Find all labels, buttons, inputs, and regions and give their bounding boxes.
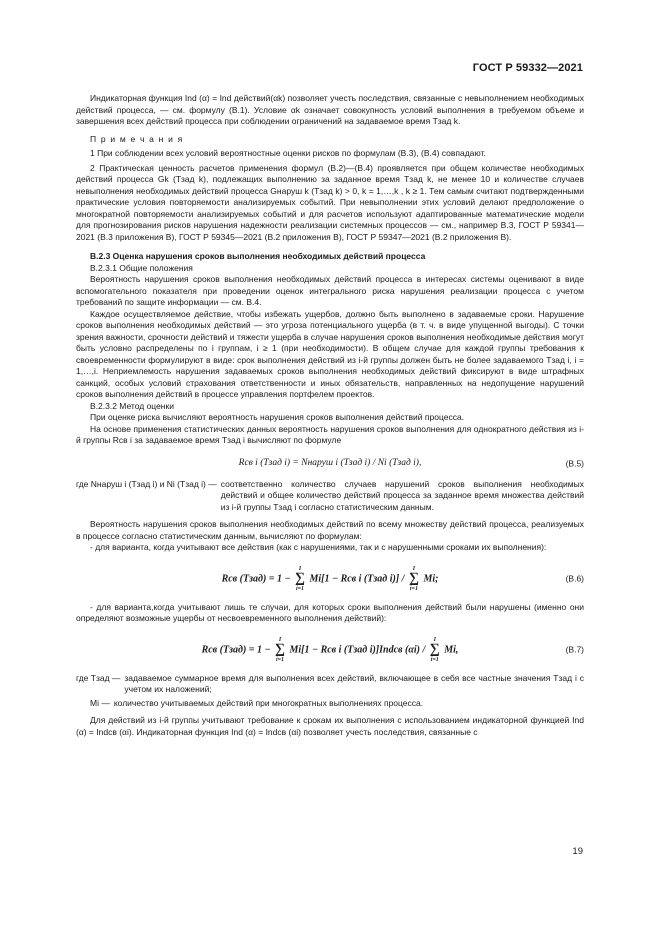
formula-b5-expression: Rсв i (Tзад i) = Nнаруш i (Tзад i) / Ni (Tзад i), — [238, 457, 422, 468]
sum-symbol: I ∑ i=1 — [408, 565, 419, 592]
note-2: 2 Практическая ценность расчетов применения формул (В.2)—(В.4) проявляется при общем количестве необходимых действий процесса Gk (Tзад k), подлежащих выполнению за заданное время Tзад k, не менее 10 и количестве случаев невыполнения необходимых действий процесса Gнаруш k (Tзад k) > 0, k = 1,…,k , k ≥ 1. Тем самым считают подтвержденными практические условия повторяемости анализируемых событий. При невыполнении этих условий делают предположение о многократной повторяемости анализируемых событий и для расчетов используют адаптированные математические модели для прогнозирования рисков нарушения надежности реализации системных процессов — см., например В.3, ГОСТ Р 59341—2021 (В.3 приложения В), ГОСТ Р 59345—2021 (В.2 приложения В), ГОСТ Р 59347—2021 (В.2 приложения В). — [76, 162, 584, 242]
notes-label: П р и м е ч а н и я — [90, 133, 184, 144]
sum-symbol: I ∑ i=1 — [429, 636, 440, 663]
formula-b7-expression: Rсв (Tзад) = 1 − I ∑ i=1 Mi[1 − Rсв i (Tзад i)]Indсв (αi) / I ∑ i=1 Mi, — [201, 636, 459, 663]
note-1: 1 При соблюдении всех условий вероятностные оценки рисков по формулам (В.3), (В.4) совпадают. — [90, 148, 486, 158]
where-2-description: задаваемое суммарное время для выполнения всех действий, включающее в себя все частные значения Tзад i с учетом их наложений; — [124, 672, 584, 694]
paragraph-probability: Вероятность нарушения сроков выполнения необходимых действий процесса в интересах системы оценивают в виде вспомогательного показателя при проведении оценок интегрального риска нарушения реализации процесса с учетом требований по защите информации — см. В.4. — [76, 274, 584, 307]
subsection-general: В.2.3.1 Общие положения — [90, 262, 193, 273]
formula-b6-expression: Rсв (Tзад) = 1 − I ∑ i=1 Mi[1 − Rсв i (Tзад i)] / I ∑ i=1 Mi; — [221, 565, 439, 592]
where-3-description: количество учитываемых действий при многократных выполнениях процесса. — [113, 697, 424, 708]
where-1-description: соответственно количество случаев нарушений сроков выполнения необходимых действий и общее количество действий процесса за заданное время множества действий из i-й группы Tзад i согласно статистическим данным. — [220, 478, 584, 512]
paragraph-indicator-function: Индикаторная функция Ind (α) = Ind действий(αk) позволяет учесть последствия, связанные с невыполнением необходимых действий процесса, — см. формулу (В.1). Условие αk означает совокупность условий выполнения в требуемом объеме и завершения всех действий процесса при соблюдении ограничений на задаваемое время Tзад k. — [76, 93, 584, 126]
page-number: 19 — [572, 846, 583, 857]
paragraph-variant-all: - для варианта, когда учитывают все действия (как с нарушениями, так и с нарушенными сроками их выполнения): — [90, 542, 547, 552]
where-clause-3 — [76, 698, 584, 710]
document-header: ГОСТ Р 59332—2021 — [472, 62, 583, 74]
formula-b7 — [76, 631, 584, 669]
paragraph-risk-assessment: При оценке риска вычисляют вероятность нарушения сроков выполнения действий процесса. — [90, 412, 465, 422]
sum-symbol: I ∑ i=1 — [275, 636, 286, 663]
where-2-term: где Tзад — — [76, 672, 121, 683]
formula-b7-number: (В.7) — [565, 643, 584, 654]
where-1-term: где Nнаруш i (Tзад i) и Ni (Tзад i) — — [76, 478, 217, 489]
where-clause-1 — [76, 479, 584, 514]
formula-b6-number: (В.6) — [565, 572, 584, 583]
where-3-term: Mi — — [90, 697, 110, 708]
where-clause-2 — [76, 673, 584, 696]
subsection-method: В.2.3.2 Метод оценки — [90, 400, 174, 411]
paragraph-variant-violated: - для варианта,когда учитывают лишь те случаи, для которых сроки выполнения действий были нарушены (именно они определяют возможные ущербы от несвоевременного выполнения действий): — [76, 601, 584, 623]
paragraph-statistics: На основе применения статистических данных вероятность нарушения сроков выполнения для однократного действия из i-й группы Rсв i за задаваемое время Tзад i вычисляют по формуле — [76, 423, 584, 445]
formula-b5 — [76, 453, 584, 475]
paragraph-group-requirements: Для действий из i-й группы учитывают требование к срокам их выполнения с использованием индикаторной функцией Ind (α) = Indсв (αi). Индикаторная функция Ind (α) = Indсв (αi) позволяет учесть последствия, связанные с — [76, 715, 584, 737]
formula-b6 — [76, 560, 584, 598]
sum-symbol: I ∑ i=1 — [295, 565, 306, 592]
document-body — [76, 93, 584, 738]
paragraph-overall-probability: Вероятность нарушения сроков выполнения необходимых действий по всему множеству действий процесса, реализуемых в процессе согласно статистическим данным, вычисляют по формулам: — [76, 519, 584, 541]
section-heading: В.2.3 Оценка нарушения сроков выполнения необходимых действий процесса — [90, 251, 426, 261]
formula-b5-number: (В.5) — [565, 457, 584, 468]
paragraph-deadlines: Каждое осуществляемое действие, чтобы избежать ущербов, должно быть выполнено в задаваемые сроки. Нарушение сроков выполнения необходимых действий — это угроза потенциального ущерба (в т. ч. в виде упущенной выгоды). С точки зрения важности, срочности действий и тяжести ущерба в случае нарушения сроков выполнения необходимые действия могут быть условно распределены по i группам, i ≥ 1 (при необходимости). В общем случае для каждой группы требования к своевременности формулируют в виде: срок выполнения действий из i-й группы должен быть не более задаваемого Tзад i, i = 1,…,i. Неприемлемость нарушения задаваемых сроков выполнения необходимых действий фиксируют в виде штрафных санкций, особых условий страхования ответственности и иных обязательств, направленных на недопущение нарушений сроков выполнения действий в процессе управления портфелем проектов. — [76, 308, 584, 399]
